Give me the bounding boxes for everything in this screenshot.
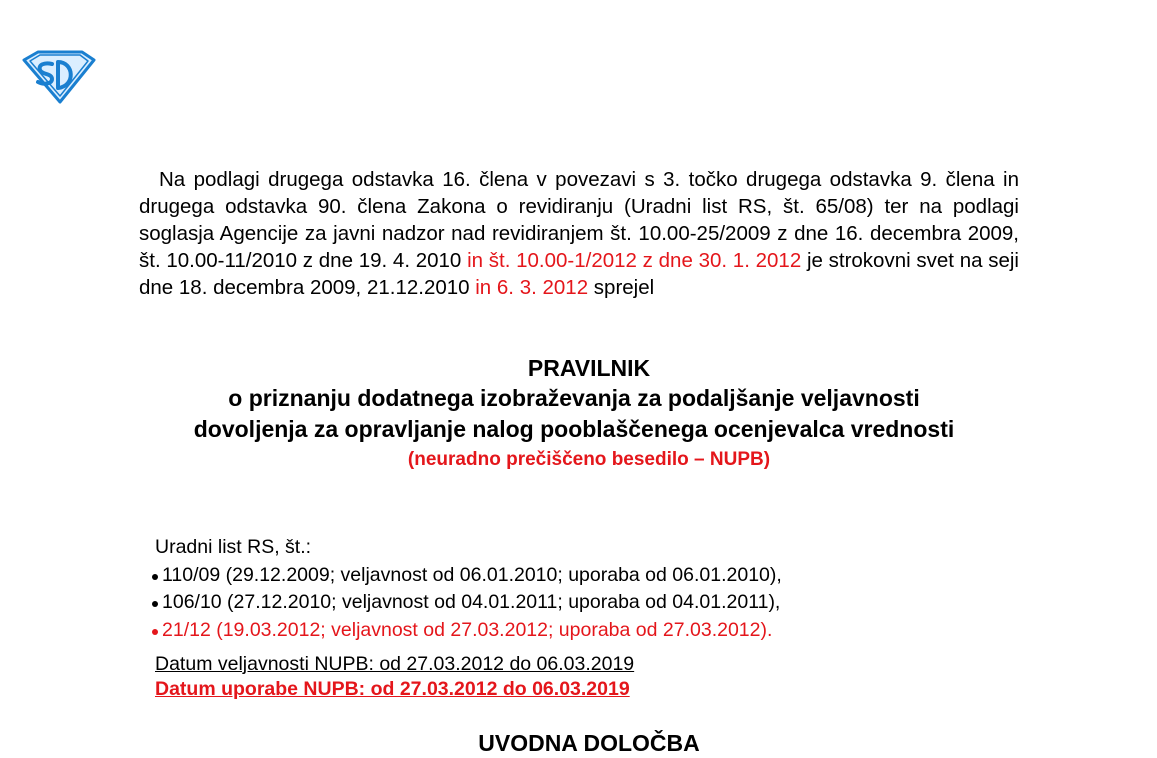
bullet-icon: [152, 574, 158, 580]
sd-logo-icon: [22, 50, 96, 104]
application-date: Datum uporabe NUPB: od 27.03.2012 do 06.03.2019: [155, 678, 630, 700]
gazette-list: [155, 562, 1055, 645]
logo: [22, 50, 96, 104]
intro-amendment-date: in 6. 3. 2012: [475, 276, 589, 299]
intro-text-continued: je strokovni svet na seji dne 18. decembra 2009, 21.12.2010: [139, 249, 1019, 299]
gazette-item: [152, 617, 1055, 645]
gazette-item-text: 106/10 (27.12.2010; veljavnost od 04.01.2011; uporaba od 04.01.2011),: [162, 591, 781, 613]
intro-amendment-approval: in št. 10.00-1/2012 z dne 30. 1. 2012: [467, 249, 802, 272]
bullet-icon: [152, 629, 158, 635]
intro-text: Na podlagi drugega odstavka 16. člena v povezavi s 3. točko drugega odstavka 9. člena in drugega odstavka 90. člena Zakona o revidiranju (Uradni list RS, št. 65/08) ter na podlagi soglasja Agencije za javni nadzor nad revidiranjem št. 10.00-25/2009 z dne 16. decembra 2009, št. 10.00-11/2010 z dne 19. 4. 2010: [139, 168, 1019, 272]
bullet-icon: [152, 601, 158, 607]
gazette-item: [152, 562, 1055, 590]
gazette-item-text: 21/12 (19.03.2012; veljavnost od 27.03.2012; uporaba od 27.03.2012).: [162, 618, 773, 641]
validity-date: Datum veljavnosti NUPB: od 27.03.2012 do 06.03.2019: [155, 653, 635, 675]
section-heading: UVODNA DOLOČBA: [478, 730, 700, 756]
gazette-references: [155, 534, 1055, 644]
dates-block: [155, 652, 634, 702]
document-note: (neuradno prečiščeno besedilo – NUPB): [407, 449, 771, 470]
gazette-item: [152, 589, 1055, 617]
intro-text-end: sprejel: [593, 276, 655, 299]
gazette-heading: Uradni list RS, št.:: [155, 536, 312, 558]
intro-paragraph: [139, 166, 1019, 301]
document-title: PRAVILNIK: [527, 355, 651, 381]
document-subtitle: o priznanju dodatnega izobraževanja za podaljšanje veljavnosti dovoljenja za opravljanje nalog pooblaščenega ocenjevalca vrednosti: [193, 385, 955, 442]
gazette-item-text: 110/09 (29.12.2009; veljavnost od 06.01.2010; uporaba od 06.01.2010),: [162, 563, 782, 586]
document-title-block: [139, 353, 1039, 475]
